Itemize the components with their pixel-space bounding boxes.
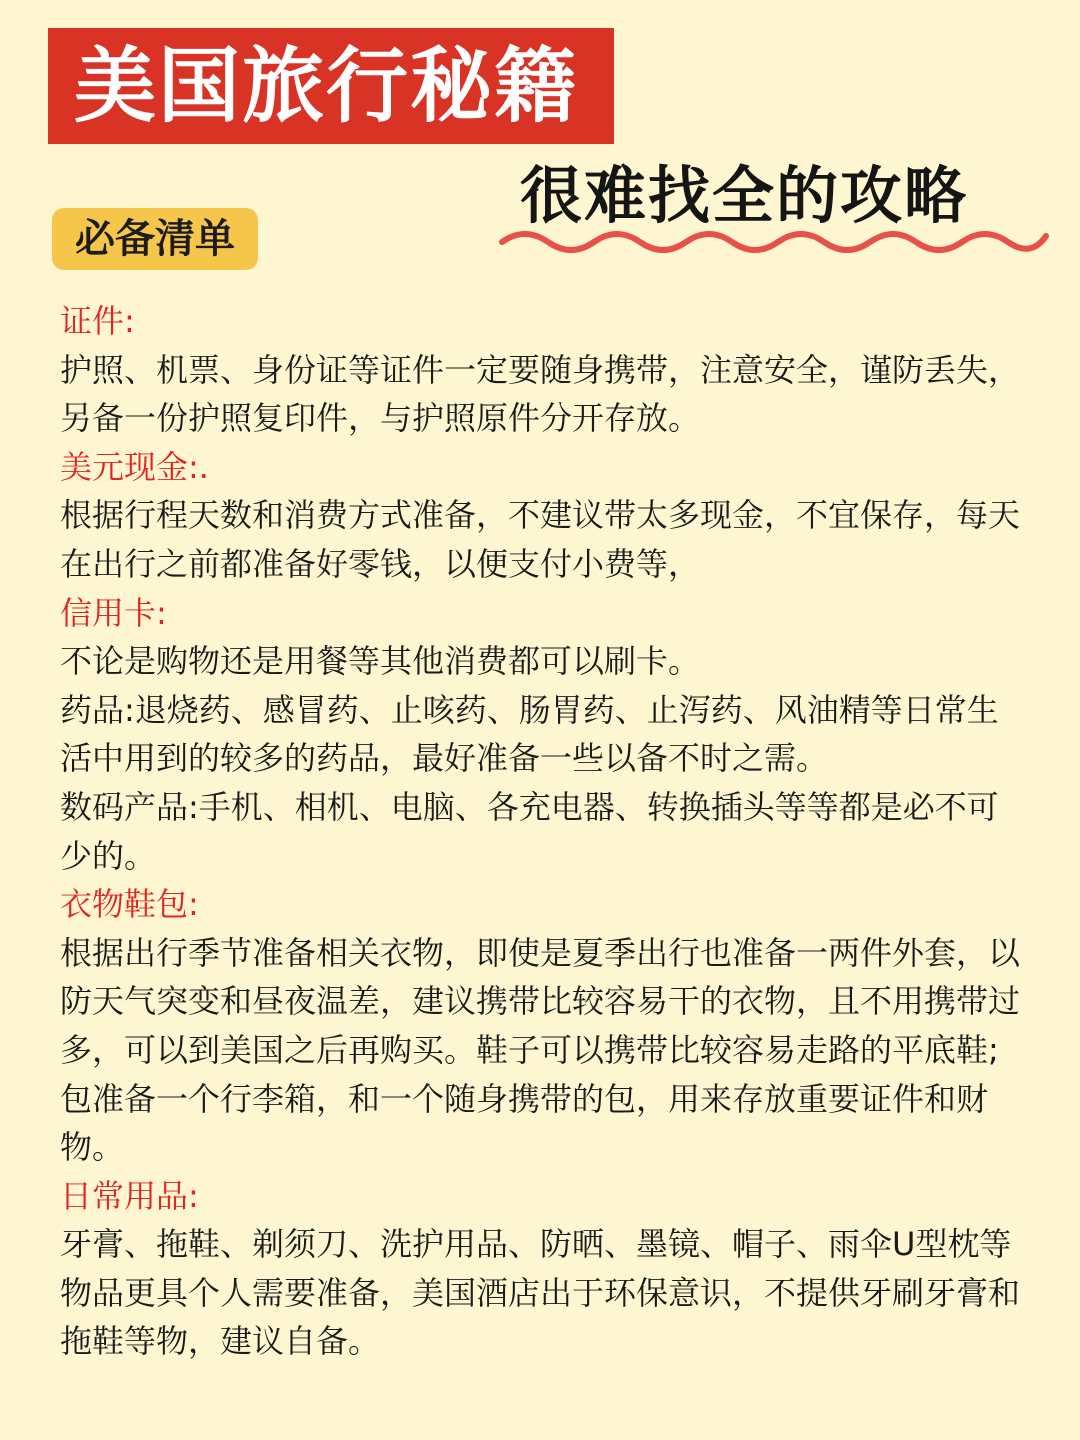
- section-body-clothing: 根据出行季节准备相关衣物，即使是夏季出行也准备一两件外套，以防天气突变和昼夜温差，建议携带比较容易干的衣物，且不用携带过多，可以到美国之后再购买。鞋子可以携带比较容易走路的平底鞋;包准备一个行李箱，和一个随身携带的包，用来存放重要证件和财物。: [60, 933, 1021, 1167]
- checklist-badge: 必备清单: [52, 208, 258, 270]
- section-heading-daily: 日常用品:: [60, 1176, 199, 1215]
- section-body-cash: 根据行程天数和消费方式准备，不建议带太多现金，不宜保存，每天在出行之前都准备好零钱，以便支付小费等，: [60, 496, 1021, 583]
- checklist-content: [60, 297, 1020, 1366]
- page-title: 美国旅行秘籍: [48, 28, 614, 144]
- section-body-credit-card: 不论是购物还是用餐等其他消费都可以刷卡。: [60, 642, 701, 681]
- section-heading-clothing: 衣物鞋包:: [60, 885, 199, 924]
- section-body-daily: 牙膏、拖鞋、剃须刀、洗护用品、防晒、墨镜、帽子、雨伞U型枕等物品更具个人需要准备，美国酒店出于环保意识，不提供牙刷牙膏和拖鞋等物，建议自备。: [60, 1225, 1021, 1361]
- section-digital: 数码产品:手机、相机、电脑、各充电器、转换插头等等都是必不可少的。: [60, 787, 999, 875]
- section-heading-credit-card: 信用卡:: [60, 593, 167, 632]
- wavy-underline: [498, 222, 1050, 258]
- page-subtitle: 很难找全的攻略: [520, 159, 969, 232]
- section-heading-cash: 美元现金:.: [60, 447, 209, 486]
- section-body-documents: 护照、机票、身份证等证件一定要随身携带，注意安全，谨防丢失，另备一份护照复印件，与护照原件分开存放。: [60, 350, 1021, 438]
- section-medicine: 药品:退烧药、感冒药、止咳药、肠胃药、止泻药、风油精等日常生活中用到的较多的药品，最好准备一些以备不时之需。: [60, 690, 999, 778]
- section-heading-documents: 证件:: [60, 302, 135, 340]
